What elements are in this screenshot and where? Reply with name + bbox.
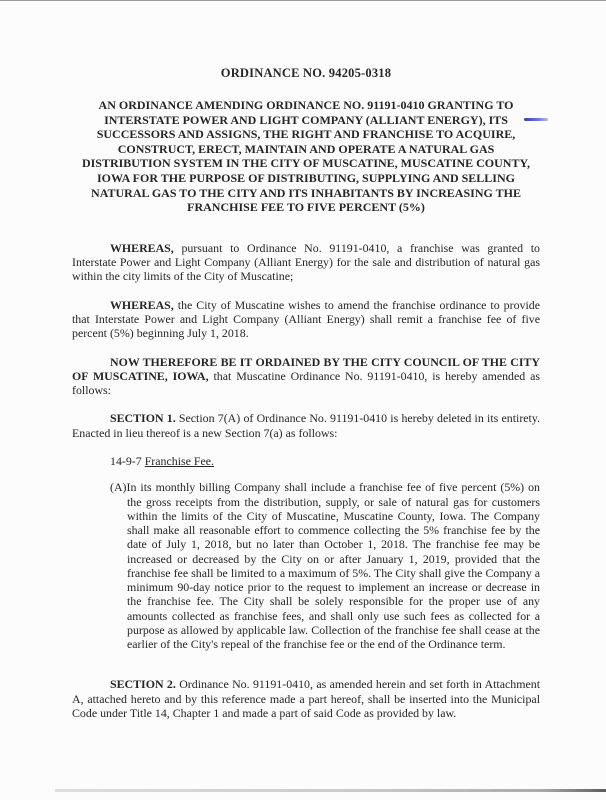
heading-line: FRANCHISE FEE TO FIVE PERCENT (5%) xyxy=(187,200,425,215)
heading-line: INTERSTATE POWER AND LIGHT COMPANY (ALLIANT ENERGY), ITS xyxy=(104,112,508,127)
paragraph-ordained xyxy=(72,355,540,398)
subsection-number: 14-9-7 xyxy=(110,454,145,469)
clause-a-text: In its monthly billing Company shall include a franchise fee of five percent (5%) on the gross receipts from the distribution, supply, or sale of natural gas for customers within the limits of the City of Muscatine, Muscatine County, Iowa. The Company shall make all reasonable effort to commence collecting the 5% franchise fee by the date of July 1, 2018, but no later than October 1, 2018. The franchise fee may be increased or decreased by the City on or after January 1, 2019, provided that the franchise fee shall be limited to a maximum of 5%. The City shall give the Company a minimum 90-day notice prior to the request to implement an increase or decrease in the franchise fee. The City shall be solely responsible for the proper use of any amounts collected as franchise fees, and shall only use such fees as collected for a purpose as allowed by applicable law. Collection of the franchise fee shall cease at the earlier of the City's repeal of the franchise fee or the end of the Ordinance term. xyxy=(126,480,540,652)
section-2-text: Ordinance No. 91191-0410, as amended herein and set forth in Attachment A, attached hereto and by this reference made a part hereof, shall be inserted into the Municipal Code under Title 14, Chapter 1 and made a part of said Code as provided by law. xyxy=(72,677,541,720)
subsection-heading-14-9-7 xyxy=(110,454,540,468)
section-2-lead: SECTION 2. xyxy=(110,677,176,692)
scan-top-edge-line xyxy=(0,0,606,1)
subsection-title: Franchise Fee. xyxy=(144,454,215,469)
heading-line: SUCCESSORS AND ASSIGNS, THE RIGHT AND FRANCHISE TO ACQUIRE, xyxy=(96,127,516,142)
ordinance-heading xyxy=(72,98,540,215)
section-1-text: Section 7(A) of Ordinance No. 91191-0410 is hereby deleted in its entirety. Enacted in lieu thereof is a new Section 7(a) as follows: xyxy=(72,411,541,440)
heading-line: AN ORDINANCE AMENDING ORDINANCE NO. 91191-0410 GRANTING TO xyxy=(98,98,514,112)
ordinance-number-title: ORDINANCE NO. 94205-0318 xyxy=(220,66,392,80)
scan-bottom-edge-line xyxy=(55,789,606,792)
whereas-1-lead: WHEREAS, xyxy=(110,240,174,255)
heading-line: CONSTRUCT, ERECT, MAINTAIN AND OPERATE A NATURAL GAS xyxy=(117,141,495,156)
clause-a-label: (A) xyxy=(110,480,127,495)
ordained-lead: NOW THEREFORE BE IT ORDAINED BY THE CITY COUNCIL OF THE CITY OF MUSCATINE, IOWA, xyxy=(72,354,540,383)
paragraph-section-2 xyxy=(72,677,540,720)
whereas-2-text: the City of Muscatine wishes to amend the franchise ordinance to provide that Interstate Power and Light Company (Alliant Energy) shall remit a franchise fee of five percent (5%) beginning July 1, 2018. xyxy=(72,297,540,341)
document-content xyxy=(72,66,540,720)
ordained-text: that Muscatine Ordinance No. 91191-0410, is hereby amended as follows: xyxy=(72,368,540,398)
whereas-2-lead: WHEREAS, xyxy=(110,297,174,312)
section-1-lead: SECTION 1. xyxy=(110,411,176,426)
whereas-1-text: pursuant to Ordinance No. 91191-0410, a franchise was granted to Interstate Power and Light Company (Alliant Energy) for the sale and distribution of natural gas within the city limits of the City of Muscatine; xyxy=(72,240,540,284)
clause-item-a xyxy=(110,480,540,651)
paragraph-whereas-2 xyxy=(72,298,540,341)
paragraph-section-1 xyxy=(72,411,540,440)
paragraph-whereas-1 xyxy=(72,241,540,284)
heading-line: IOWA FOR THE PURPOSE OF DISTRIBUTING, SUPPLYING AND SELLING xyxy=(97,170,515,185)
heading-line: NATURAL GAS TO THE CITY AND ITS INHABITANTS BY INCREASING THE xyxy=(91,185,521,200)
heading-line: DISTRIBUTION SYSTEM IN THE CITY OF MUSCATINE, MUSCATINE COUNTY, xyxy=(81,156,531,171)
